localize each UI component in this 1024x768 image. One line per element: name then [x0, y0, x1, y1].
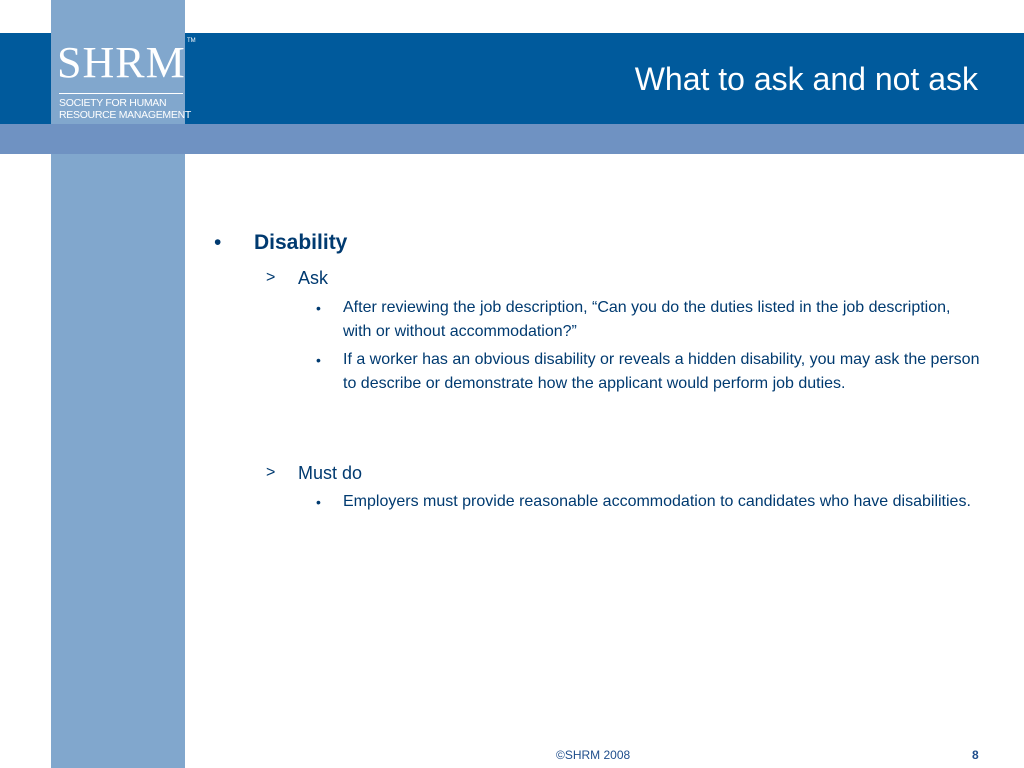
- logo-text-line-1: SOCIETY FOR HUMAN: [59, 97, 167, 109]
- logo-divider: [59, 93, 183, 94]
- logo-trademark: TM: [187, 38, 196, 44]
- bullet-icon: •: [316, 494, 321, 510]
- footer-copyright: ©SHRM 2008: [556, 748, 631, 762]
- section-label: Ask: [298, 268, 329, 288]
- list-item-text: Employers must provide reasonable accommodation to candidates who have disabilities.: [343, 493, 971, 510]
- page-number: 8: [972, 748, 979, 762]
- list-item-text: After reviewing the job description, “Can you do the duties listed in the job description, with or without accommodation?”: [343, 299, 951, 340]
- slide-title: What to ask and not ask: [634, 61, 978, 97]
- shrm-logo: [51, 33, 196, 124]
- section-label: Must do: [298, 463, 363, 483]
- heading-text: Disability: [254, 231, 348, 254]
- chevron-right-icon: >: [266, 464, 276, 481]
- bullet-icon: •: [316, 352, 321, 368]
- list-item-text: If a worker has an obvious disability or reveals a hidden disability, you may ask the person to describe or demonstrate how the applicant would perform job duties.: [343, 351, 980, 392]
- bullet-icon: •: [316, 300, 321, 316]
- logo-mark: SHRM: [57, 38, 186, 87]
- bullet-icon: •: [214, 231, 222, 254]
- logo-text-line-2: RESOURCE MANAGEMENT: [59, 109, 191, 121]
- header-sub-band: [0, 124, 1024, 154]
- chevron-right-icon: >: [266, 269, 276, 286]
